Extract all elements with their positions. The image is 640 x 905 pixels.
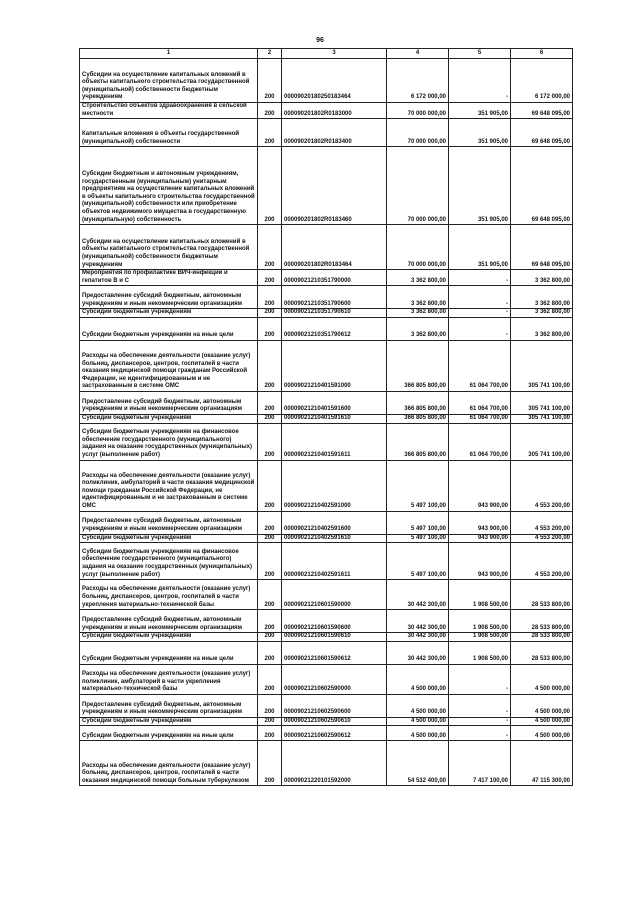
row-description: Расходы на обеспечение деятельности (оказание услуг) поликлиник, амбулаторий в части укрепления материально-технической базы bbox=[80, 664, 258, 694]
row-amount-col4: 3 362 800,00 bbox=[387, 317, 449, 340]
row-amount-col4: 30 442 300,00 bbox=[387, 580, 449, 610]
row-amount-col5: 943 900,00 bbox=[449, 543, 511, 580]
row-amount-col6: 28 533 800,00 bbox=[511, 580, 573, 610]
row-budget-code: 00009020180250183464 bbox=[282, 59, 387, 103]
row-amount-col6: 3 362 800,00 bbox=[511, 317, 573, 340]
row-amount-col5: - bbox=[449, 270, 511, 286]
row-amount-col6: 69 648 095,00 bbox=[511, 119, 573, 147]
row-grbs-code: 200 bbox=[258, 270, 282, 286]
row-budget-code: 00009021210602590612 bbox=[282, 726, 387, 741]
row-amount-col4: 3 362 800,00 bbox=[387, 309, 449, 318]
row-amount-col4: 366 805 800,00 bbox=[387, 423, 449, 460]
row-grbs-code: 200 bbox=[258, 543, 282, 580]
table-row bbox=[80, 119, 573, 147]
row-grbs-code: 200 bbox=[258, 717, 282, 726]
row-amount-col6: 305 741 100,00 bbox=[511, 414, 573, 423]
row-amount-col5: 61 064 700,00 bbox=[449, 391, 511, 414]
row-budget-code: 00009021210351790612 bbox=[282, 317, 387, 340]
row-amount-col4: 4 500 000,00 bbox=[387, 664, 449, 694]
row-amount-col6: 4 553 200,00 bbox=[511, 543, 573, 580]
row-amount-col4: 30 442 300,00 bbox=[387, 641, 449, 664]
row-amount-col4: 5 497 100,00 bbox=[387, 543, 449, 580]
row-amount-col4: 70 000 000,00 bbox=[387, 225, 449, 270]
row-description: Субсидии бюджетным учреждениям bbox=[80, 633, 258, 642]
row-budget-code: 00009021210601590600 bbox=[282, 610, 387, 633]
row-description: Субсидии бюджетным учреждениям на иные цели bbox=[80, 726, 258, 741]
row-amount-col5: 943 900,00 bbox=[449, 460, 511, 511]
table-row bbox=[80, 633, 573, 642]
col-header-2: 2 bbox=[258, 49, 282, 59]
row-amount-col5: 351 905,00 bbox=[449, 119, 511, 147]
row-budget-code: 000090201802R0183460 bbox=[282, 147, 387, 225]
row-grbs-code: 200 bbox=[258, 225, 282, 270]
row-budget-code: 00009021210602590600 bbox=[282, 694, 387, 717]
col-header-1: 1 bbox=[80, 49, 258, 59]
table-row bbox=[80, 309, 573, 318]
row-description: Субсидии бюджетным учреждениям на иные цели bbox=[80, 317, 258, 340]
table-row bbox=[80, 423, 573, 460]
row-grbs-code: 200 bbox=[258, 414, 282, 423]
row-grbs-code: 200 bbox=[258, 147, 282, 225]
row-amount-col6: 3 362 800,00 bbox=[511, 270, 573, 286]
row-amount-col6: 3 362 800,00 bbox=[511, 309, 573, 318]
row-budget-code: 00009021210401591000 bbox=[282, 340, 387, 391]
row-amount-col6: 4 553 200,00 bbox=[511, 534, 573, 543]
table-row bbox=[80, 580, 573, 610]
row-description: Предоставление субсидий бюджетным, автономным учреждениям и иным некоммерческим организациям bbox=[80, 694, 258, 717]
row-grbs-code: 200 bbox=[258, 286, 282, 309]
row-budget-code: 00009021220101592000 bbox=[282, 741, 387, 786]
row-amount-col6: 4 553 200,00 bbox=[511, 460, 573, 511]
row-amount-col4: 366 805 800,00 bbox=[387, 340, 449, 391]
row-grbs-code: 200 bbox=[258, 59, 282, 103]
row-description: Субсидии бюджетным учреждениям bbox=[80, 717, 258, 726]
row-budget-code: 000090201802R0183464 bbox=[282, 225, 387, 270]
table-row bbox=[80, 460, 573, 511]
table-row bbox=[80, 340, 573, 391]
row-budget-code: 000090201802R0183000 bbox=[282, 103, 387, 119]
row-description: Субсидии бюджетным учреждениям на иные цели bbox=[80, 641, 258, 664]
row-grbs-code: 200 bbox=[258, 580, 282, 610]
row-amount-col4: 70 000 000,00 bbox=[387, 119, 449, 147]
row-amount-col5: 351 905,00 bbox=[449, 103, 511, 119]
row-budget-code: 00009021210351790600 bbox=[282, 286, 387, 309]
row-grbs-code: 200 bbox=[258, 633, 282, 642]
row-amount-col6: 305 741 100,00 bbox=[511, 391, 573, 414]
row-description: Капитальные вложения в объекты государственной (муниципальной) собственности bbox=[80, 119, 258, 147]
row-grbs-code: 200 bbox=[258, 317, 282, 340]
row-amount-col5: - bbox=[449, 309, 511, 318]
row-budget-code: 00009021210402591000 bbox=[282, 460, 387, 511]
row-grbs-code: 200 bbox=[258, 340, 282, 391]
table-row bbox=[80, 664, 573, 694]
row-amount-col6: 69 648 095,00 bbox=[511, 103, 573, 119]
row-budget-code: 00009021210402591600 bbox=[282, 511, 387, 534]
row-amount-col5: - bbox=[449, 717, 511, 726]
row-description: Субсидии бюджетным учреждениям bbox=[80, 309, 258, 318]
row-budget-code: 00009021210351790610 bbox=[282, 309, 387, 318]
row-description: Строительство объектов здравоохранения в сельской местности bbox=[80, 103, 258, 119]
row-amount-col6: 305 741 100,00 bbox=[511, 423, 573, 460]
row-budget-code: 00009021210602590000 bbox=[282, 664, 387, 694]
table-row bbox=[80, 103, 573, 119]
row-description: Расходы на обеспечение деятельности (оказание услуг) поликлиник, амбулаторий в части оказания медицинской помощи гражданам Российской Федерации, не идентифицированным и не застрахованным в системе ОМС bbox=[80, 460, 258, 511]
header-row bbox=[80, 49, 573, 59]
row-budget-code: 00009021210601590000 bbox=[282, 580, 387, 610]
row-amount-col6: 305 741 100,00 bbox=[511, 340, 573, 391]
row-amount-col6: 28 533 800,00 bbox=[511, 641, 573, 664]
row-amount-col6: 4 553 200,00 bbox=[511, 511, 573, 534]
row-grbs-code: 200 bbox=[258, 610, 282, 633]
row-amount-col5: 943 900,00 bbox=[449, 511, 511, 534]
row-budget-code: 00009021210601590612 bbox=[282, 641, 387, 664]
row-amount-col5: - bbox=[449, 317, 511, 340]
row-amount-col5: 1 908 500,00 bbox=[449, 610, 511, 633]
row-amount-col4: 4 500 000,00 bbox=[387, 694, 449, 717]
row-amount-col6: 3 362 800,00 bbox=[511, 286, 573, 309]
row-description: Предоставление субсидий бюджетным, автономным учреждениям и иным некоммерческим организациям bbox=[80, 391, 258, 414]
row-description: Расходы на обеспечение деятельности (оказание услуг) больниц, диспансеров, центров, госпиталей в части оказания медицинской помощи гражданам Российской Федерации, не идентифицированным и не застрахованным в системе ОМС bbox=[80, 340, 258, 391]
row-description: Расходы на обеспечение деятельности (оказание услуг) больниц, диспансеров, центров, госпиталей в части укрепления материально-технической базы bbox=[80, 580, 258, 610]
row-grbs-code: 200 bbox=[258, 511, 282, 534]
row-amount-col4: 5 497 100,00 bbox=[387, 511, 449, 534]
row-description: Предоставление субсидий бюджетным, автономным учреждениям и иным некоммерческим организациям bbox=[80, 286, 258, 309]
row-amount-col5: 943 900,00 bbox=[449, 534, 511, 543]
row-amount-col6: 6 172 000,00 bbox=[511, 59, 573, 103]
table-row bbox=[80, 717, 573, 726]
table-row bbox=[80, 694, 573, 717]
row-amount-col5: - bbox=[449, 59, 511, 103]
table-row bbox=[80, 286, 573, 309]
row-description: Предоставление субсидий бюджетным, автономным учреждениям и иным некоммерческим организациям bbox=[80, 610, 258, 633]
row-amount-col4: 70 000 000,00 bbox=[387, 147, 449, 225]
row-amount-col6: 4 500 000,00 bbox=[511, 717, 573, 726]
row-amount-col5: 1 908 500,00 bbox=[449, 641, 511, 664]
table-row bbox=[80, 511, 573, 534]
row-amount-col6: 4 500 000,00 bbox=[511, 664, 573, 694]
row-grbs-code: 200 bbox=[258, 309, 282, 318]
row-description: Субсидии бюджетным учреждениям на финансовое обеспечение государственного (муниципального) задания на оказание государственных (муниципальных) услуг (выполнение работ) bbox=[80, 423, 258, 460]
row-amount-col6: 4 500 000,00 bbox=[511, 694, 573, 717]
table-row bbox=[80, 270, 573, 286]
row-amount-col6: 28 533 800,00 bbox=[511, 633, 573, 642]
row-grbs-code: 200 bbox=[258, 664, 282, 694]
row-description: Предоставление субсидий бюджетным, автономным учреждениям и иным некоммерческим организациям bbox=[80, 511, 258, 534]
row-description: Субсидии на осуществление капитальных вложений в объекты капитального строительства государственной (муниципальной) собственности бюджетным учреждениям bbox=[80, 59, 258, 103]
row-grbs-code: 200 bbox=[258, 694, 282, 717]
page-number: 96 bbox=[316, 37, 324, 44]
row-budget-code: 00009021210401591611 bbox=[282, 423, 387, 460]
table-row bbox=[80, 317, 573, 340]
table-row bbox=[80, 741, 573, 786]
row-grbs-code: 200 bbox=[258, 103, 282, 119]
row-amount-col6: 69 648 095,00 bbox=[511, 147, 573, 225]
row-amount-col4: 6 172 000,00 bbox=[387, 59, 449, 103]
table-row bbox=[80, 641, 573, 664]
row-description: Субсидии на осуществление капитальных вложений в объекты капитального строительства государственной (муниципальной) собственности бюджетным учреждениям bbox=[80, 225, 258, 270]
row-amount-col4: 4 500 000,00 bbox=[387, 717, 449, 726]
row-grbs-code: 200 bbox=[258, 726, 282, 741]
table-row bbox=[80, 726, 573, 741]
row-description: Мероприятия по профилактике ВИЧ-инфекции и гепатитов B и C bbox=[80, 270, 258, 286]
col-header-5: 5 bbox=[449, 49, 511, 59]
row-amount-col5: 61 064 700,00 bbox=[449, 340, 511, 391]
row-description: Расходы на обеспечение деятельности (оказание услуг) больниц, диспансеров, центров, госпиталей в части оказания медицинской помощи больным туберкулезом bbox=[80, 741, 258, 786]
col-header-4: 4 bbox=[387, 49, 449, 59]
table-row bbox=[80, 391, 573, 414]
row-amount-col5: - bbox=[449, 286, 511, 309]
row-grbs-code: 200 bbox=[258, 460, 282, 511]
table-row bbox=[80, 534, 573, 543]
table-row bbox=[80, 147, 573, 225]
row-amount-col6: 4 500 000,00 bbox=[511, 726, 573, 741]
col-header-3: 3 bbox=[282, 49, 387, 59]
table-body bbox=[80, 59, 573, 786]
table-row bbox=[80, 414, 573, 423]
row-budget-code: 00009021210351790000 bbox=[282, 270, 387, 286]
row-amount-col4: 5 497 100,00 bbox=[387, 460, 449, 511]
budget-table bbox=[79, 48, 573, 786]
row-amount-col5: 351 905,00 bbox=[449, 147, 511, 225]
row-budget-code: 00009021210401591600 bbox=[282, 391, 387, 414]
row-amount-col5: - bbox=[449, 694, 511, 717]
row-amount-col4: 366 805 800,00 bbox=[387, 414, 449, 423]
row-amount-col5: 1 908 500,00 bbox=[449, 580, 511, 610]
row-grbs-code: 200 bbox=[258, 534, 282, 543]
row-budget-code: 000090201802R0183400 bbox=[282, 119, 387, 147]
row-amount-col5: - bbox=[449, 726, 511, 741]
table-row bbox=[80, 610, 573, 633]
row-description: Субсидии бюджетным учреждениям bbox=[80, 414, 258, 423]
row-description: Субсидии бюджетным учреждениям bbox=[80, 534, 258, 543]
row-amount-col5: 1 908 500,00 bbox=[449, 633, 511, 642]
row-amount-col5: 351 905,00 bbox=[449, 225, 511, 270]
row-grbs-code: 200 bbox=[258, 641, 282, 664]
row-amount-col4: 70 000 000,00 bbox=[387, 103, 449, 119]
row-grbs-code: 200 bbox=[258, 119, 282, 147]
row-grbs-code: 200 bbox=[258, 741, 282, 786]
row-budget-code: 00009021210401591610 bbox=[282, 414, 387, 423]
row-amount-col6: 28 533 800,00 bbox=[511, 610, 573, 633]
col-header-6: 6 bbox=[511, 49, 573, 59]
row-budget-code: 00009021210402591610 bbox=[282, 534, 387, 543]
row-grbs-code: 200 bbox=[258, 391, 282, 414]
row-amount-col4: 4 500 000,00 bbox=[387, 726, 449, 741]
row-amount-col5: 61 064 700,00 bbox=[449, 423, 511, 460]
row-description: Субсидии бюджетным учреждениям на финансовое обеспечение государственного (муниципального) задания на оказание государственных (муниципальных) услуг (выполнение работ) bbox=[80, 543, 258, 580]
row-amount-col4: 5 497 100,00 bbox=[387, 534, 449, 543]
table-row bbox=[80, 225, 573, 270]
row-amount-col5: 61 064 700,00 bbox=[449, 414, 511, 423]
row-amount-col4: 3 362 800,00 bbox=[387, 270, 449, 286]
row-amount-col6: 47 115 300,00 bbox=[511, 741, 573, 786]
row-description: Субсидии бюджетным и автономным учреждениям, государственным (муниципальным) унитарным предприятиям на осуществление капитальных вложений в объекты капитального строительства государственной (муниципальной) собственности или приобретение объектов недвижимого имущества в государственную (муниципальную) собственность bbox=[80, 147, 258, 225]
row-budget-code: 00009021210602590610 bbox=[282, 717, 387, 726]
row-grbs-code: 200 bbox=[258, 423, 282, 460]
row-budget-code: 00009021210402591611 bbox=[282, 543, 387, 580]
row-amount-col4: 30 442 300,00 bbox=[387, 633, 449, 642]
row-amount-col4: 366 805 800,00 bbox=[387, 391, 449, 414]
row-amount-col4: 3 362 800,00 bbox=[387, 286, 449, 309]
row-amount-col6: 69 648 095,00 bbox=[511, 225, 573, 270]
table-row bbox=[80, 543, 573, 580]
row-amount-col4: 54 532 400,00 bbox=[387, 741, 449, 786]
row-amount-col5: - bbox=[449, 664, 511, 694]
row-amount-col4: 30 442 300,00 bbox=[387, 610, 449, 633]
table-row bbox=[80, 59, 573, 103]
row-budget-code: 00009021210601590610 bbox=[282, 633, 387, 642]
row-amount-col5: 7 417 100,00 bbox=[449, 741, 511, 786]
